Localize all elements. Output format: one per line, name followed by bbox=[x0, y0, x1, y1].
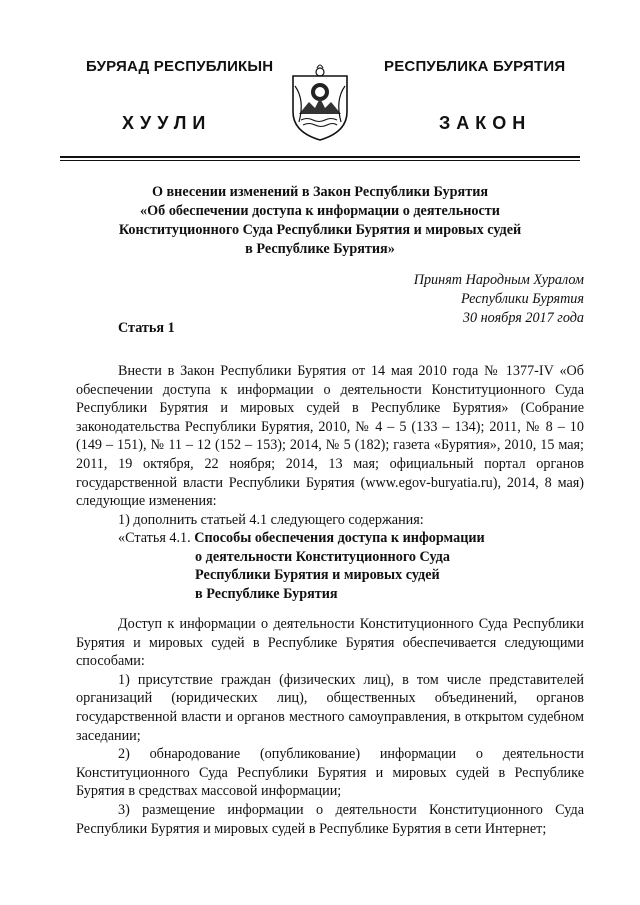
article-4-1-item: 2) обнародование (опубликование) информации о деятельности Конституционного Суда Республики Бурятия и мировых судей в Республике Бурятия в средствах массовой информации; bbox=[76, 746, 584, 800]
header-right-subtitle: ЗАКОН bbox=[439, 113, 532, 133]
article-4-1-title: Способы обеспечения доступа к информации bbox=[194, 530, 485, 546]
adoption-line: Республики Бурятия bbox=[460, 291, 584, 307]
law-title bbox=[60, 183, 580, 259]
article-4-1-heading bbox=[118, 529, 485, 603]
coat-of-arms-icon bbox=[287, 62, 353, 142]
header-divider-thick bbox=[60, 156, 580, 158]
law-title-line: в Республике Бурятия» bbox=[245, 241, 395, 257]
law-title-line: Конституционного Суда Республики Бурятия и мировых судей bbox=[118, 222, 522, 238]
adoption-date: 30 ноября 2017 года bbox=[462, 310, 584, 326]
article-4-1-lead: «Статья 4.1. bbox=[118, 530, 195, 546]
article-4-1-title: о деятельности Конституционного Суда bbox=[195, 548, 450, 565]
article-4-1-paragraph: Доступ к информации о деятельности Конституционного Суда Республики Бурятия и мировых судей в Республике Бурятия обеспечивается следующими способами: bbox=[76, 616, 584, 670]
article-4-1-item: 1) присутствие граждан (физических лиц), в том числе представителей организаций (юридических лиц), общественных объединений, органов государственной власти и органов местного самоуправления, в открытом судебном заседании; bbox=[76, 671, 584, 744]
article-1-heading: Статья 1 bbox=[118, 320, 175, 336]
header-divider-thin bbox=[60, 160, 580, 161]
law-title-line: О внесении изменений в Закон Республики Бурятия bbox=[151, 184, 489, 200]
header-left-subtitle: ХУУЛИ bbox=[122, 113, 212, 133]
adoption-note bbox=[414, 271, 584, 328]
law-title-line: «Об обеспечении доступа к информации о деятельности bbox=[140, 203, 500, 219]
article-4-1-title: в Республике Бурятия bbox=[195, 585, 338, 602]
article-4-1-body bbox=[76, 615, 584, 838]
article-4-1-item: 3) размещение информации о деятельности Конституционного Суда Республики Бурятия и мировых судей в Республике Бурятия в сети Интернет; bbox=[76, 801, 584, 837]
article-1-item: 1) дополнить статьей 4.1 следующего содержания: bbox=[118, 511, 424, 528]
header-right-title: РЕСПУБЛИКА БУРЯТИЯ bbox=[384, 58, 566, 75]
article-1-paragraph: Внести в Закон Республики Бурятия от 14 мая 2010 года № 1377-IV «Об обеспечении доступа к информации о деятельности Конституционного Суда Республики Бурятия и мировых судей в Республике Бурятия» (Собрание законодательства Республики Бурятия, 2010, № 4 – 5 (133 – 134); 2011, № 8 – 10 (149 – 151), № 11 – 12 (152 – 153); 2014, № 5 (182); газета «Бурятия», 2010, 15 мая; 2011, 19 октября, 22 ноября; 2014, 13 мая; официальный портал органов государственной власти Республики Бурятия (www.egov-buryatia.ru), 2014, 8 мая) следующие изменения: bbox=[76, 363, 584, 510]
adoption-line: Принят Народным Хуралом bbox=[413, 272, 584, 288]
article-1-body bbox=[76, 362, 584, 529]
header-left-title: БУРЯАД РЕСПУБЛИКЫН bbox=[86, 58, 274, 75]
article-4-1-title: Республики Бурятия и мировых судей bbox=[195, 567, 440, 584]
